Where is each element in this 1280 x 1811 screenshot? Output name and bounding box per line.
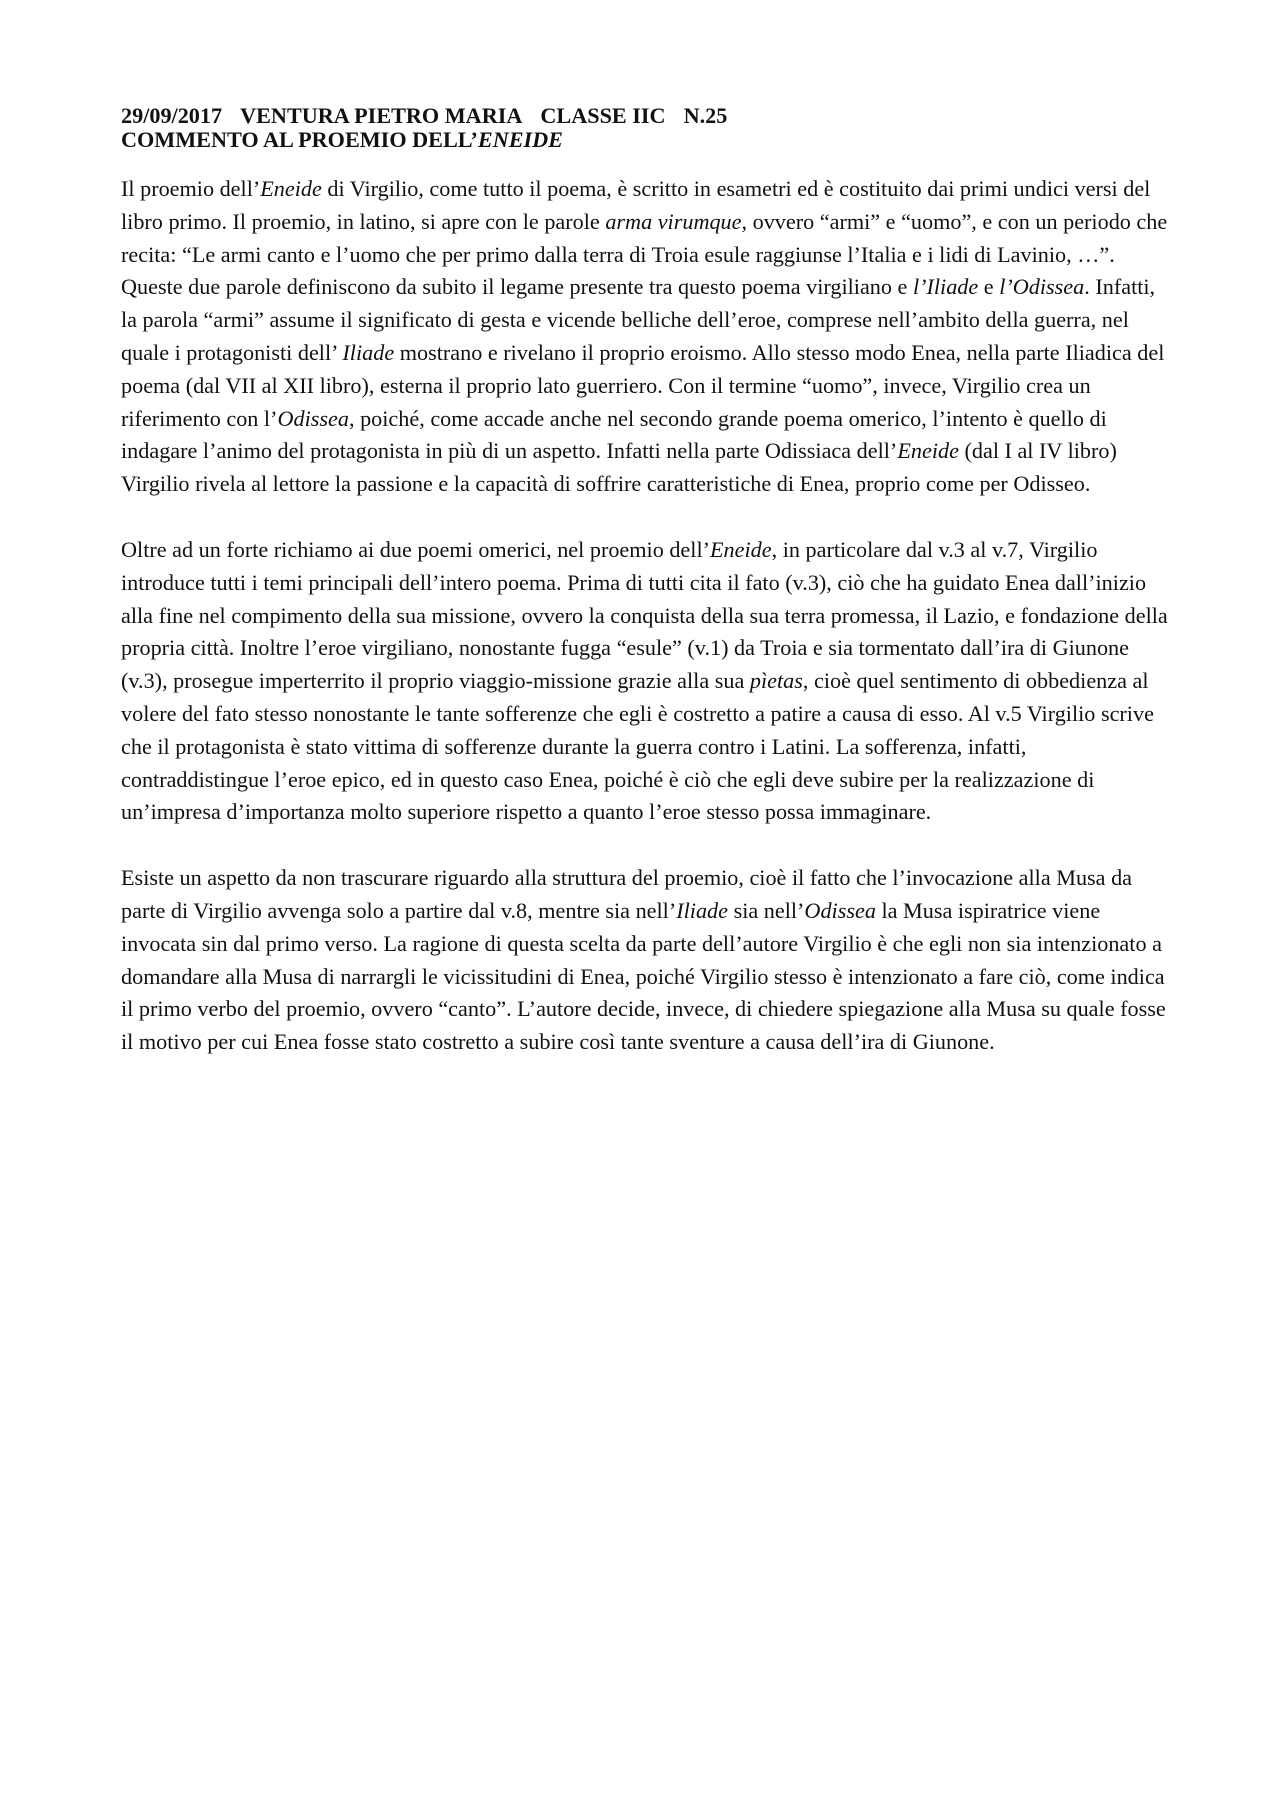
document-title — [121, 128, 1171, 152]
document-content — [121, 104, 1171, 1059]
italic-text: Iliade — [342, 339, 395, 365]
text-run: sia nell’ — [728, 897, 805, 923]
italic-text: Eneide — [260, 176, 322, 201]
text-run: , poiché, come accade anche nel secondo grande poema omerico, l’intento è quello di indagare l’animo del protagonista in più di un aspetto. Infatti nella parte Odissiaca dell’ — [121, 405, 1107, 464]
italic-text: Eneide — [897, 438, 959, 464]
italic-text: Odissea — [277, 405, 349, 431]
text-run: di Virgilio, come tutto il poema, è scritto in esametri ed è costituito dai primi undici versi del libro primo. Il proemio, in latino, si apre con le parole — [121, 176, 1151, 234]
text-run: Esiste un aspetto da non trascurare riguardo alla struttura del proemio, cioè il fatto che l’invocazione alla Musa da parte di Virgilio avvenga solo a partire dal v.8, mentre sia nell’ — [121, 865, 1133, 923]
text-run: e — [978, 274, 1000, 300]
text-run: mostrano e rivelano il proprio eroismo. Allo stesso modo Enea, nella parte Iliadica del poema (dal VII al XII libro), esterna il proprio lato guerriero. Con il termine “uomo”, invece, Virgilio crea un riferimento con l’ — [121, 339, 1165, 431]
header-class: CLASSE IIC — [540, 103, 666, 128]
title-italic: ENEIDE — [477, 127, 563, 152]
text-run: (dal I al IV libro) Virgilio rivela al lettore la passione e la capacità di soffrire caratteristiche di Enea, proprio come per Odisseo. — [121, 438, 1117, 497]
italic-text: l’Iliade — [912, 274, 979, 300]
italic-text: pìetas — [749, 668, 803, 694]
italic-text: Odissea — [804, 897, 876, 923]
paragraph-3 — [121, 862, 1171, 1059]
text-run: , cioè quel sentimento di obbedienza al volere del fato stesso nonostante le tante sofferenze che egli è costretto a patire a causa di esso. Al v.5 Virgilio scrive che il protagonista è stato vittima di sofferenze durante la guerra contro i Latini. La sofferenza, infatti, contraddistingue l’eroe epico, ed in questo caso Enea, poiché è ciò che egli deve subire per la realizzazione di un’impresa d’importanza molto superiore rispetto a quanto l’eroe stesso possa immaginare. — [121, 668, 1154, 825]
italic-text: Iliade — [676, 897, 729, 923]
text-run: , in particolare dal v.3 al v.7, Virgilio introduce tutti i temi principali dell’intero poema. Prima di tutti cita il fato (v.3), ciò che ha guidato Enea dall’inizio alla fine nel compimento della sua missione, ovvero la conquista della sua terra promessa, il Lazio, e fondazione della propria città. Inoltre l’eroe virgiliano, nonostante fugga “esule” (v.1) da Troia e sia tormentato dall’ira di Giunone (v.3), prosegue imperterrito il proprio viaggio-missione grazie alla sua — [121, 536, 1168, 694]
italic-text: arma virumque — [605, 208, 742, 234]
text-run: Il proemio dell’ — [121, 176, 261, 201]
paragraph-2 — [121, 534, 1171, 829]
title-prefix: COMMENTO AL PROEMIO DELL’ — [121, 127, 478, 152]
text-run: , ovvero “armi” e “uomo”, e con un periodo che recita: “Le armi canto e l’uomo che per primo dalla terra di Troia esule raggiunse l’Italia e i lidi di Lavinio, …”. Queste due parole definiscono da subito il legame presente tra questo poema virgiliano e — [121, 208, 1168, 300]
header-author: VENTURA PIETRO MARIA — [240, 103, 523, 128]
header-line-meta — [121, 104, 1171, 128]
text-run: Oltre ad un forte richiamo ai due poemi omerici, nel proemio dell’ — [121, 536, 710, 562]
text-run: . Infatti, la parola “armi” assume il significato di gesta e vicende belliche dell’eroe, comprese nell’ambito della guerra, nel quale i protagonisti dell’ — [121, 274, 1156, 365]
text-run: la Musa ispiratrice viene invocata sin dal primo verso. La ragione di questa scelta da parte dell’autore Virgilio è che egli non sia intenzionato a domandare alla Musa di narrargli le vicissitudini di Enea, poiché Virgilio stesso è intenzionato a fare ciò, come indica il primo verbo del proemio, ovvero “canto”. L’autore decide, invece, di chiedere spiegazione alla Musa su quale fosse il motivo per cui Enea fosse stato costretto a subire così tante sventure a causa dell’ira di Giunone. — [121, 897, 1166, 1055]
header-date: 29/09/2017 — [121, 103, 223, 128]
header-number: N.25 — [683, 103, 728, 128]
italic-text: Eneide — [710, 536, 772, 562]
italic-text: l’Odissea — [999, 274, 1085, 300]
document-header — [121, 104, 1171, 152]
paragraph-1 — [121, 173, 1171, 501]
